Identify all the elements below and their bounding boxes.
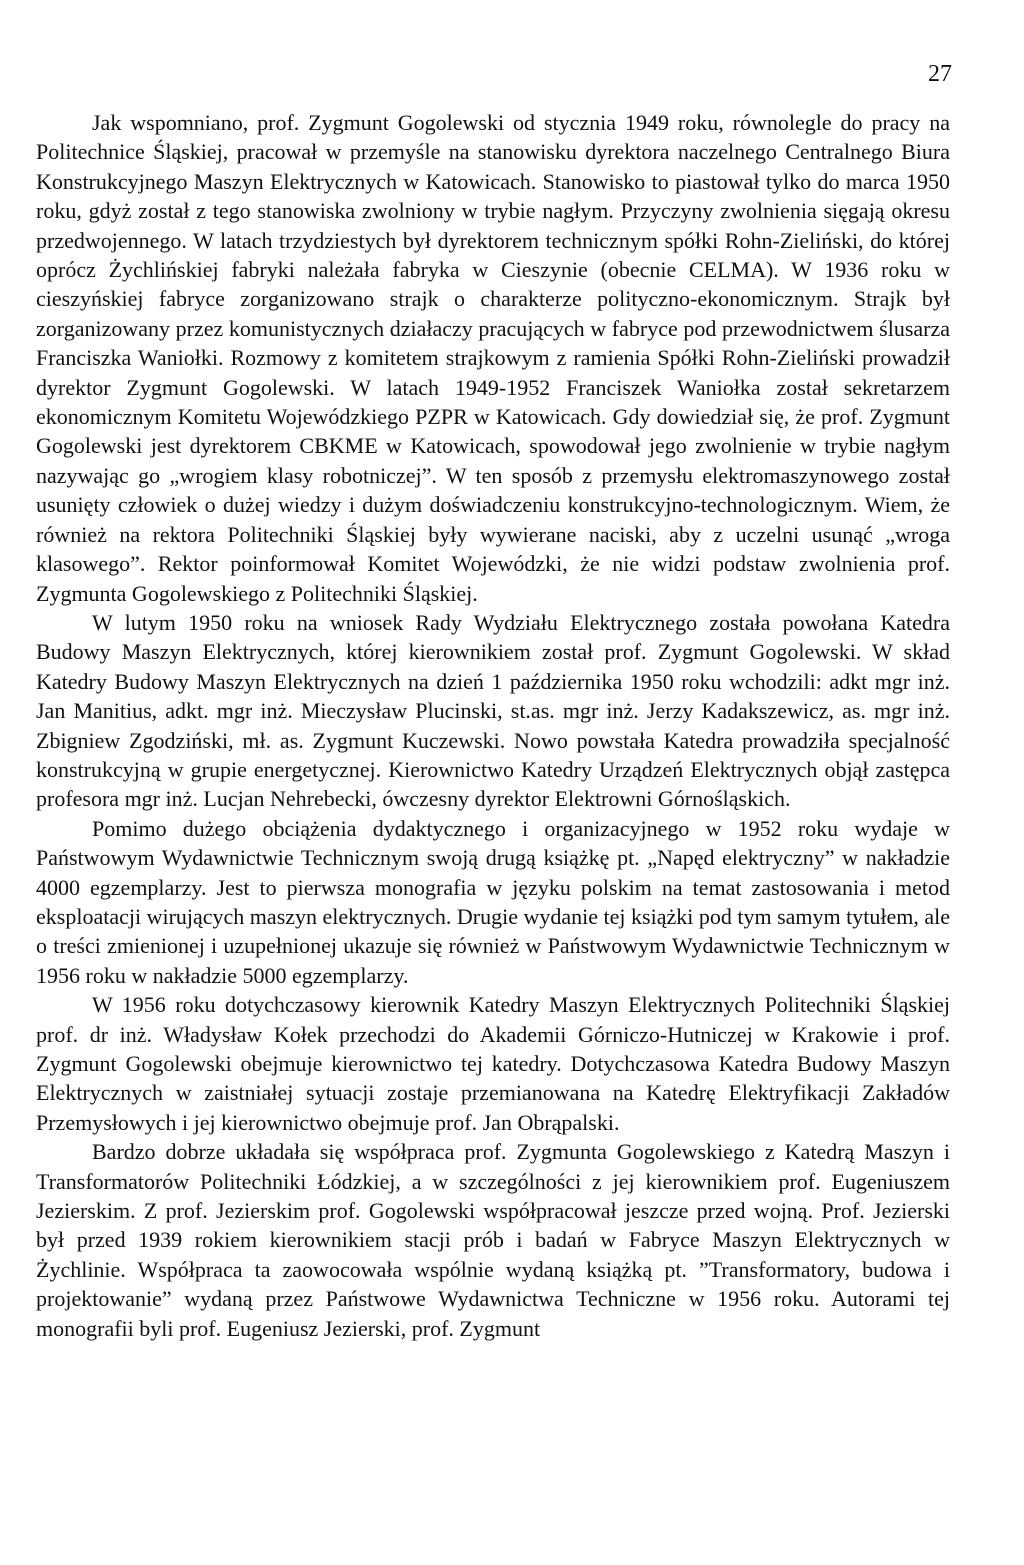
page-body [36, 108, 950, 1343]
paragraph-2: W lutym 1950 roku na wniosek Rady Wydziału Elektrycznego została powołana Katedra Budowy Maszyn Elektrycznych, której kierownikiem został prof. Zygmunt Gogolewski. W skład Katedry Budowy Maszyn Elektrycznych na dzień 1 października 1950 roku wchodzili: adkt mgr inż. Jan Manitius, adkt. mgr inż. Mieczysław Plucinski, st.as. mgr inż. Jerzy Kadakszewicz, as. mgr inż. Zbigniew Zgodziński, mł. as. Zygmunt Kuczewski. Nowo powstała Katedra prowadziła specjalność konstrukcyjną w grupie energetycznej. Kierownictwo Katedry Urządzeń Elektrycznych objął zastępca profesora mgr inż. Lucjan Nehrebecki, ówczesny dyrektor Elektrowni Górnośląskich. [36, 609, 950, 812]
paragraph-3: Pomimo dużego obciążenia dydaktycznego i organizacyjnego w 1952 roku wydaje w Państwowym Wydawnictwie Technicznym swoją drugą książkę pt. „Napęd elektryczny” w nakładzie 4000 egzemplarzy. Jest to pierwsza monografia w języku polskim na temat zastosowania i metod eksploatacji wirujących maszyn elektrycznych. Drugie wydanie tej książki pod tym samym tytułem, ale o treści zmienionej i uzupełnionej ukazuje się również w Państwowym Wydawnictwie Technicznym w 1956 roku w nakładzie 5000 egzemplarzy. [36, 815, 950, 988]
paragraph-1: Jak wspomniano, prof. Zygmunt Gogolewski od stycznia 1949 roku, równolegle do pracy na Politechnice Śląskiej, pracował w przemyśle na stanowisku dyrektora naczelnego Centralnego Biura Konstrukcyjnego Maszyn Elektrycznych w Katowicach. Stanowisko to piastował tylko do marca 1950 roku, gdyż został z tego stanowiska zwolniony w trybie nagłym. Przyczyny zwolnienia sięgają okresu przedwojennego. W latach trzydziestych był dyrektorem technicznym spółki Rohn-Zieliński, do której oprócz Żychlińskiej fabryki należała fabryka w Cieszynie (obecnie CELMA). W 1936 roku w cieszyńskiej fabryce zorganizowano strajk o charakterze polityczno-ekonomicznym. Strajk był zorganizowany przez komunistycznych działaczy pracujących w fabryce pod przewodnictwem ślusarza Franciszka Waniołki. Rozmowy z komitetem strajkowym z ramienia Spółki Rohn-Zieliński prowadził dyrektor Zygmunt Gogolewski. W latach 1949-1952 Franciszek Waniołka został sekretarzem ekonomicznym Komitetu Wojewódzkiego PZPR w Katowicach. Gdy dowiedział się, że prof. Zygmunt Gogolewski jest dyrektorem CBKME w Katowicach, spowodował jego zwolnienie w trybie nagłym nazywając go „wrogiem klasy robotniczej”. W ten sposób z przemysłu elektromaszynowego został usunięty człowiek o dużej wiedzy i dużym doświadczeniu konstrukcyjno-technologicznym. Wiem, że również na rektora Politechniki Śląskiej były wywierane naciski, aby z uczelni usunąć „wroga klasowego”. Rektor poinformował Komitet Wojewódzki, że nie widzi podstaw zwolnienia prof. Zygmunta Gogolewskiego z Politechniki Śląskiej. [36, 110, 950, 606]
paragraph-4: W 1956 roku dotychczasowy kierownik Katedry Maszyn Elektrycznych Politechniki Śląskiej prof. dr inż. Władysław Kołek przechodzi do Akademii Górniczo-Hutniczej w Krakowie i prof. Zygmunt Gogolewski obejmuje kierownictwo tej katedry. Dotychczasowa Katedra Budowy Maszyn Elektrycznych w zaistniałej sytuacji zostaje przemianowana na Katedrę Elektryfikacji Zakładów Przemysłowych i jej kierownictwo obejmuje prof. Jan Obrąpalski. [36, 992, 950, 1135]
page-number: 27 [928, 61, 952, 87]
paragraph-5: Bardzo dobrze układała się współpraca prof. Zygmunta Gogolewskiego z Katedrą Maszyn i Transformatorów Politechniki Łódzkiej, a w szczególności z jej kierownikiem prof. Eugeniuszem Jezierskim. Z prof. Jezierskim prof. Gogolewski współpracował jeszcze przed wojną. Prof. Jezierski był przed 1939 rokiem kierownikiem stacji prób i badań w Fabryce Maszyn Elektrycznych w Żychlinie. Współpraca ta zaowocowała wspólnie wydaną książką pt. ”Transformatory, budowa i projektowanie” wydaną przez Państwowe Wydawnictwa Techniczne w 1956 roku. Autorami tej monografii byli prof. Eugeniusz Jezierski, prof. Zygmunt [36, 1139, 950, 1341]
